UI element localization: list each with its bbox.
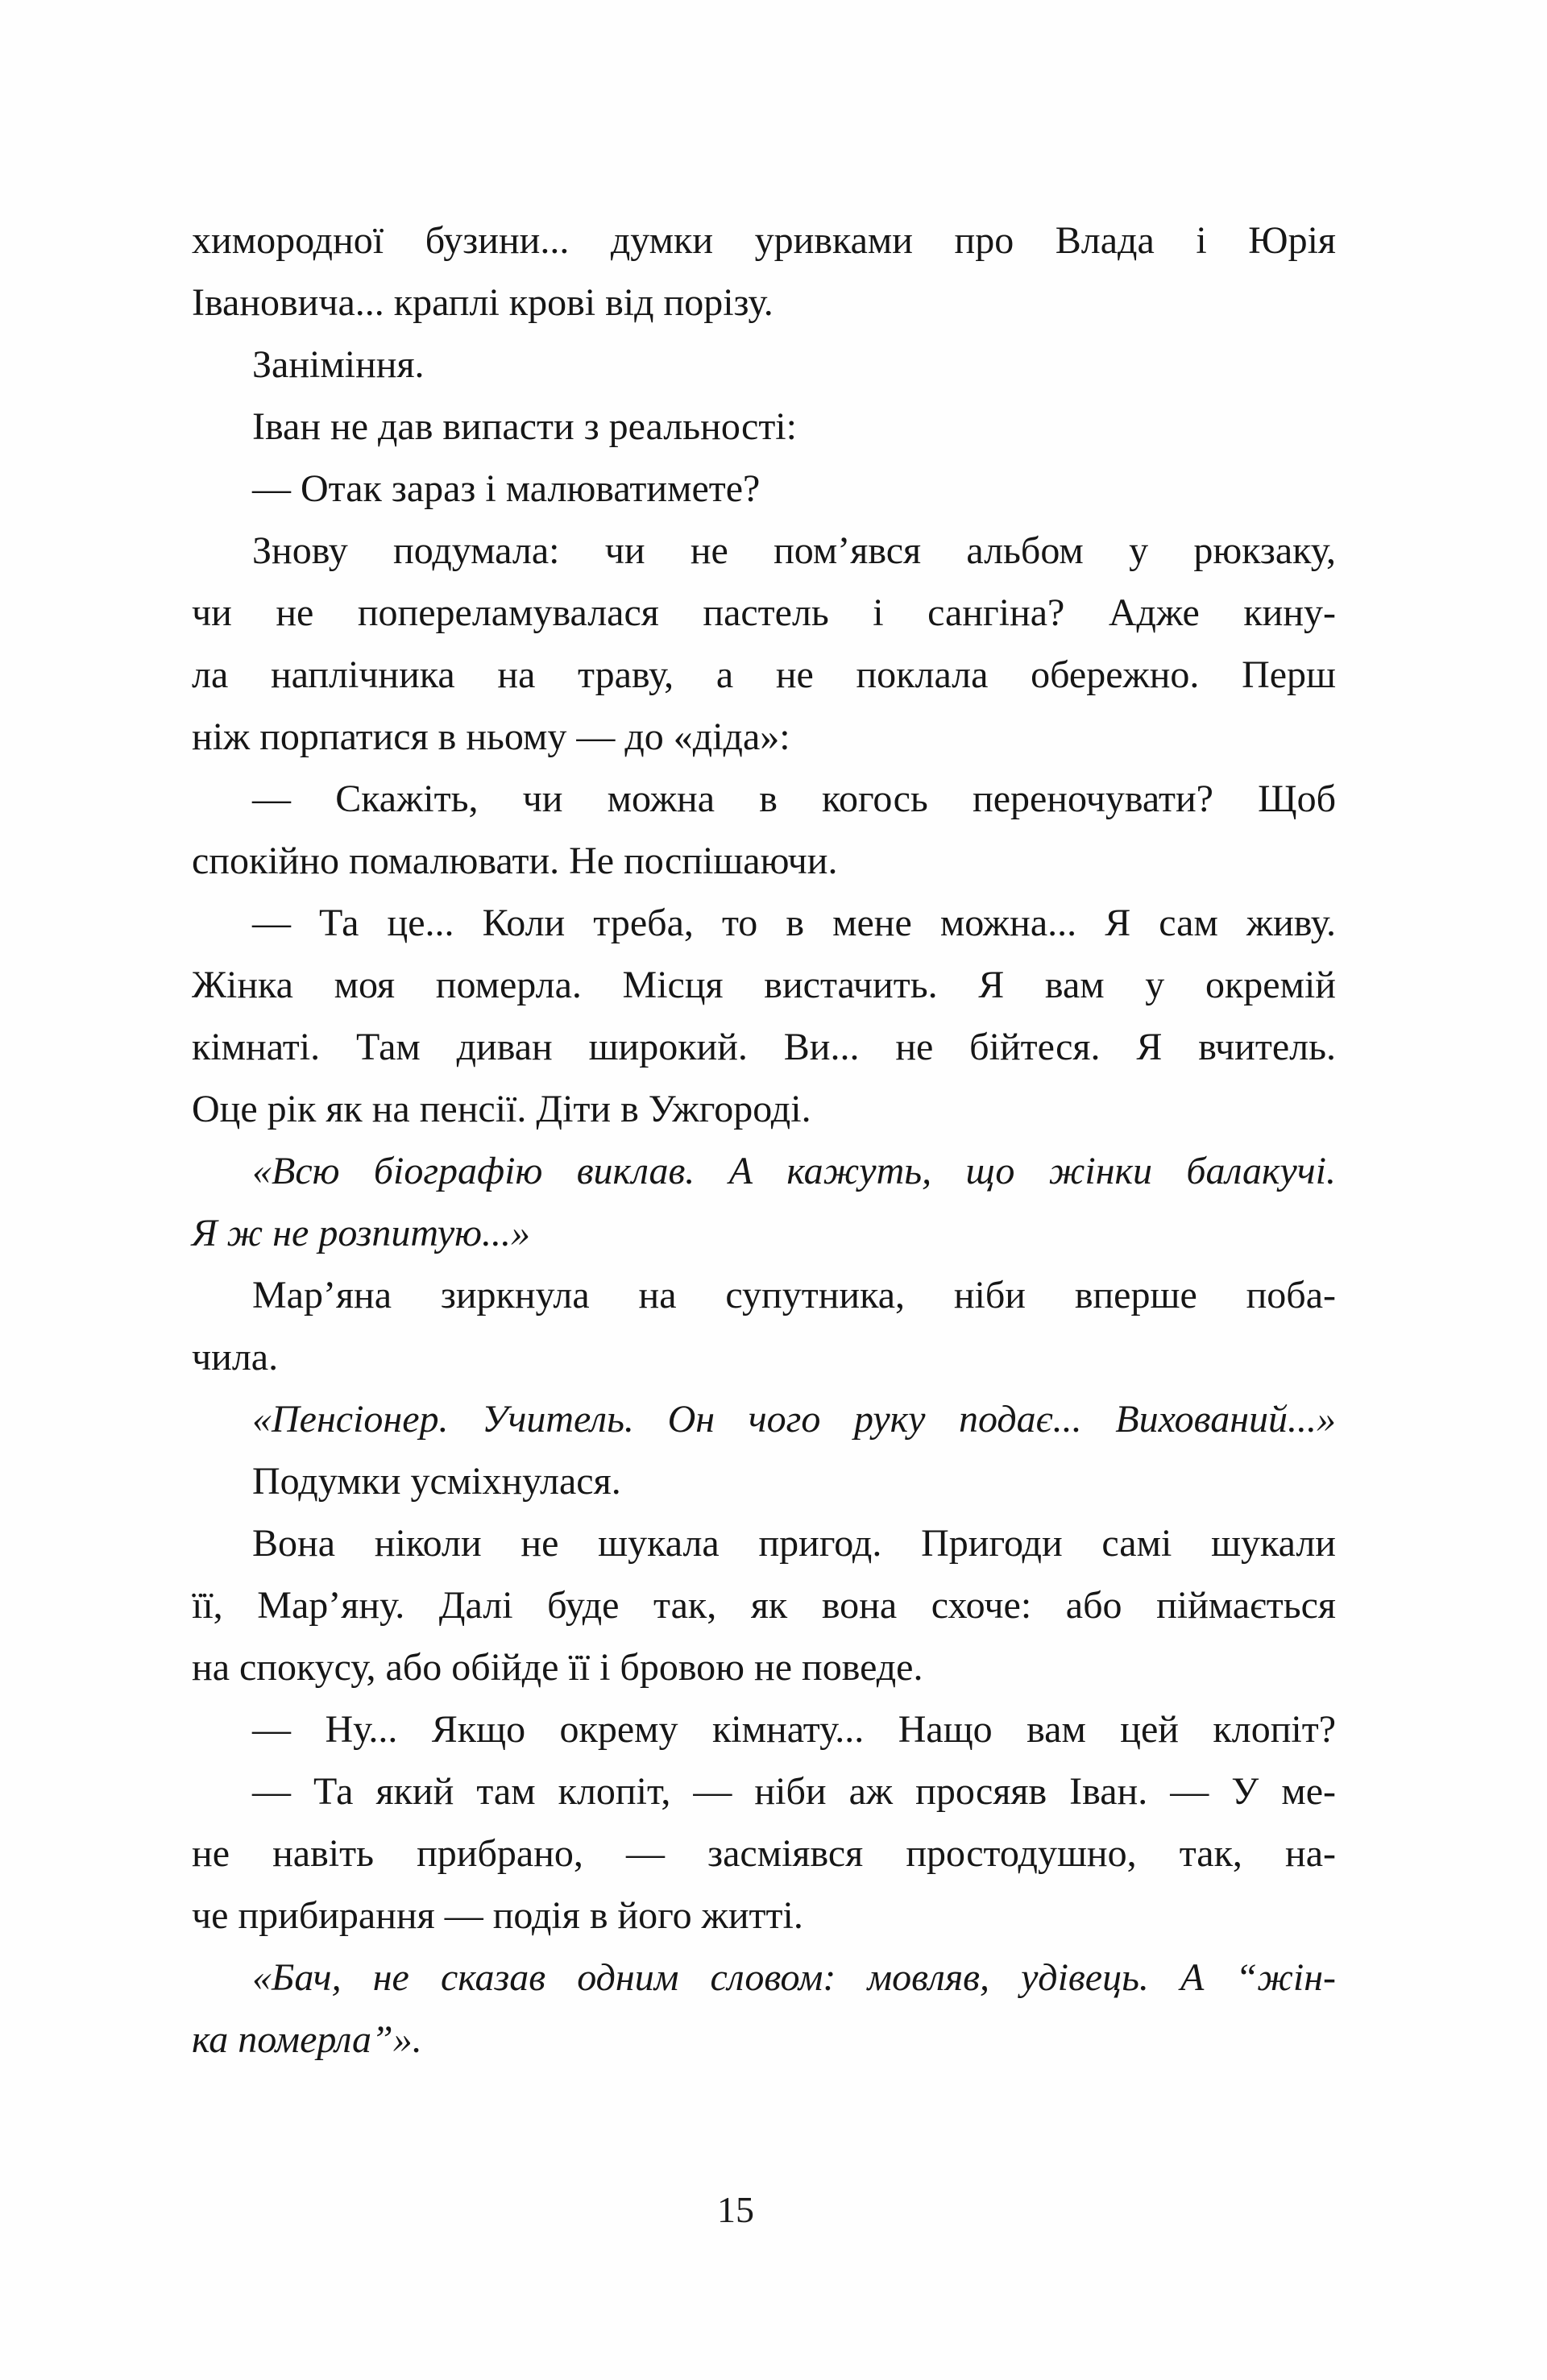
text-line: «Всю біографію виклав. А кажуть, що жінки балакучі.	[252, 1150, 1336, 1192]
text-line: ка померла”».	[192, 2018, 422, 2061]
paragraph	[192, 892, 1336, 1140]
paragraph	[192, 1512, 1336, 1698]
text-line: чила.	[192, 1336, 279, 1379]
text-line: — Та який там клопіт, — ніби аж просяяв Іван. — У ме-	[252, 1770, 1336, 1813]
text-line: Заніміння.	[252, 343, 425, 386]
text-line: — Та це... Коли треба, то в мене можна... Я сам живу.	[252, 902, 1336, 944]
text-line: че прибирання — подія в його житті.	[192, 1894, 803, 1937]
paragraph	[192, 1264, 1336, 1388]
text-line: Вона ніколи не шукала пригод. Пригоди самі шукали	[252, 1522, 1336, 1565]
page-number: 15	[717, 2189, 754, 2230]
text-line: — Отак зараз і малюватимете?	[252, 467, 761, 510]
text-line: чи не попереламувалася пастель і сангіна? Адже кину-	[192, 591, 1336, 634]
text-line: Івановича... краплі крові від порізу.	[192, 281, 774, 324]
text-line: її, Мар’яну. Далі буде так, як вона схоче: або піймається	[192, 1584, 1336, 1627]
text-line: спокійно помалювати. Не поспішаючи.	[192, 840, 838, 882]
text-line: — Скажіть, чи можна в когось переночувати? Щоб	[252, 777, 1336, 820]
paragraph	[192, 396, 1336, 458]
paragraph	[192, 209, 1336, 334]
paragraph	[192, 768, 1336, 892]
text-line: Іван не дав випасти з реальності:	[252, 405, 797, 448]
text-line: Знову подумала: чи не пом’явся альбом у рюкзаку,	[252, 529, 1336, 572]
text-line: Подумки усміхнулася.	[252, 1460, 621, 1503]
paragraph	[192, 1760, 1336, 1947]
text-line: «Пенсіонер. Учитель. Он чого руку подає... Вихований...»	[252, 1398, 1336, 1441]
text-line: кімнаті. Там диван широкий. Ви... не бійтеся. Я вчитель.	[192, 1026, 1336, 1068]
text-line: Мар’яна зиркнула на супутника, ніби вперше поба-	[252, 1274, 1336, 1316]
text-line: ніж порпатися в ньому — до «діда»:	[192, 715, 790, 758]
paragraph	[192, 1388, 1336, 1450]
text-line: химородної бузини... думки уривками про Влада і Юрія	[192, 219, 1336, 262]
text-line: — Ну... Якщо окрему кімнату... Нащо вам цей клопіт?	[252, 1708, 1336, 1751]
paragraph	[192, 334, 1336, 396]
text-line: Я ж не розпитую...»	[192, 1212, 531, 1254]
text-line: не навіть прибрано, — засміявся простодушно, так, на-	[192, 1832, 1336, 1875]
text-line: на спокусу, або обійде її і бровою не поведе.	[192, 1646, 923, 1689]
paragraph	[192, 1450, 1336, 1512]
page-text-block	[192, 209, 1336, 2071]
text-line: «Бач, не сказав одним словом: мовляв, удівець. А “жін-	[252, 1956, 1336, 1999]
text-line: Жінка моя померла. Місця вистачить. Я вам у окремій	[192, 964, 1336, 1006]
paragraph	[192, 1698, 1336, 1760]
text-line: Оце рік як на пенсії. Діти в Ужгороді.	[192, 1088, 811, 1130]
paragraph	[192, 1140, 1336, 1264]
paragraph	[192, 458, 1336, 520]
paragraph	[192, 520, 1336, 768]
text-line: ла наплічника на траву, а не поклала обережно. Перш	[192, 653, 1336, 696]
paragraph	[192, 1947, 1336, 2071]
